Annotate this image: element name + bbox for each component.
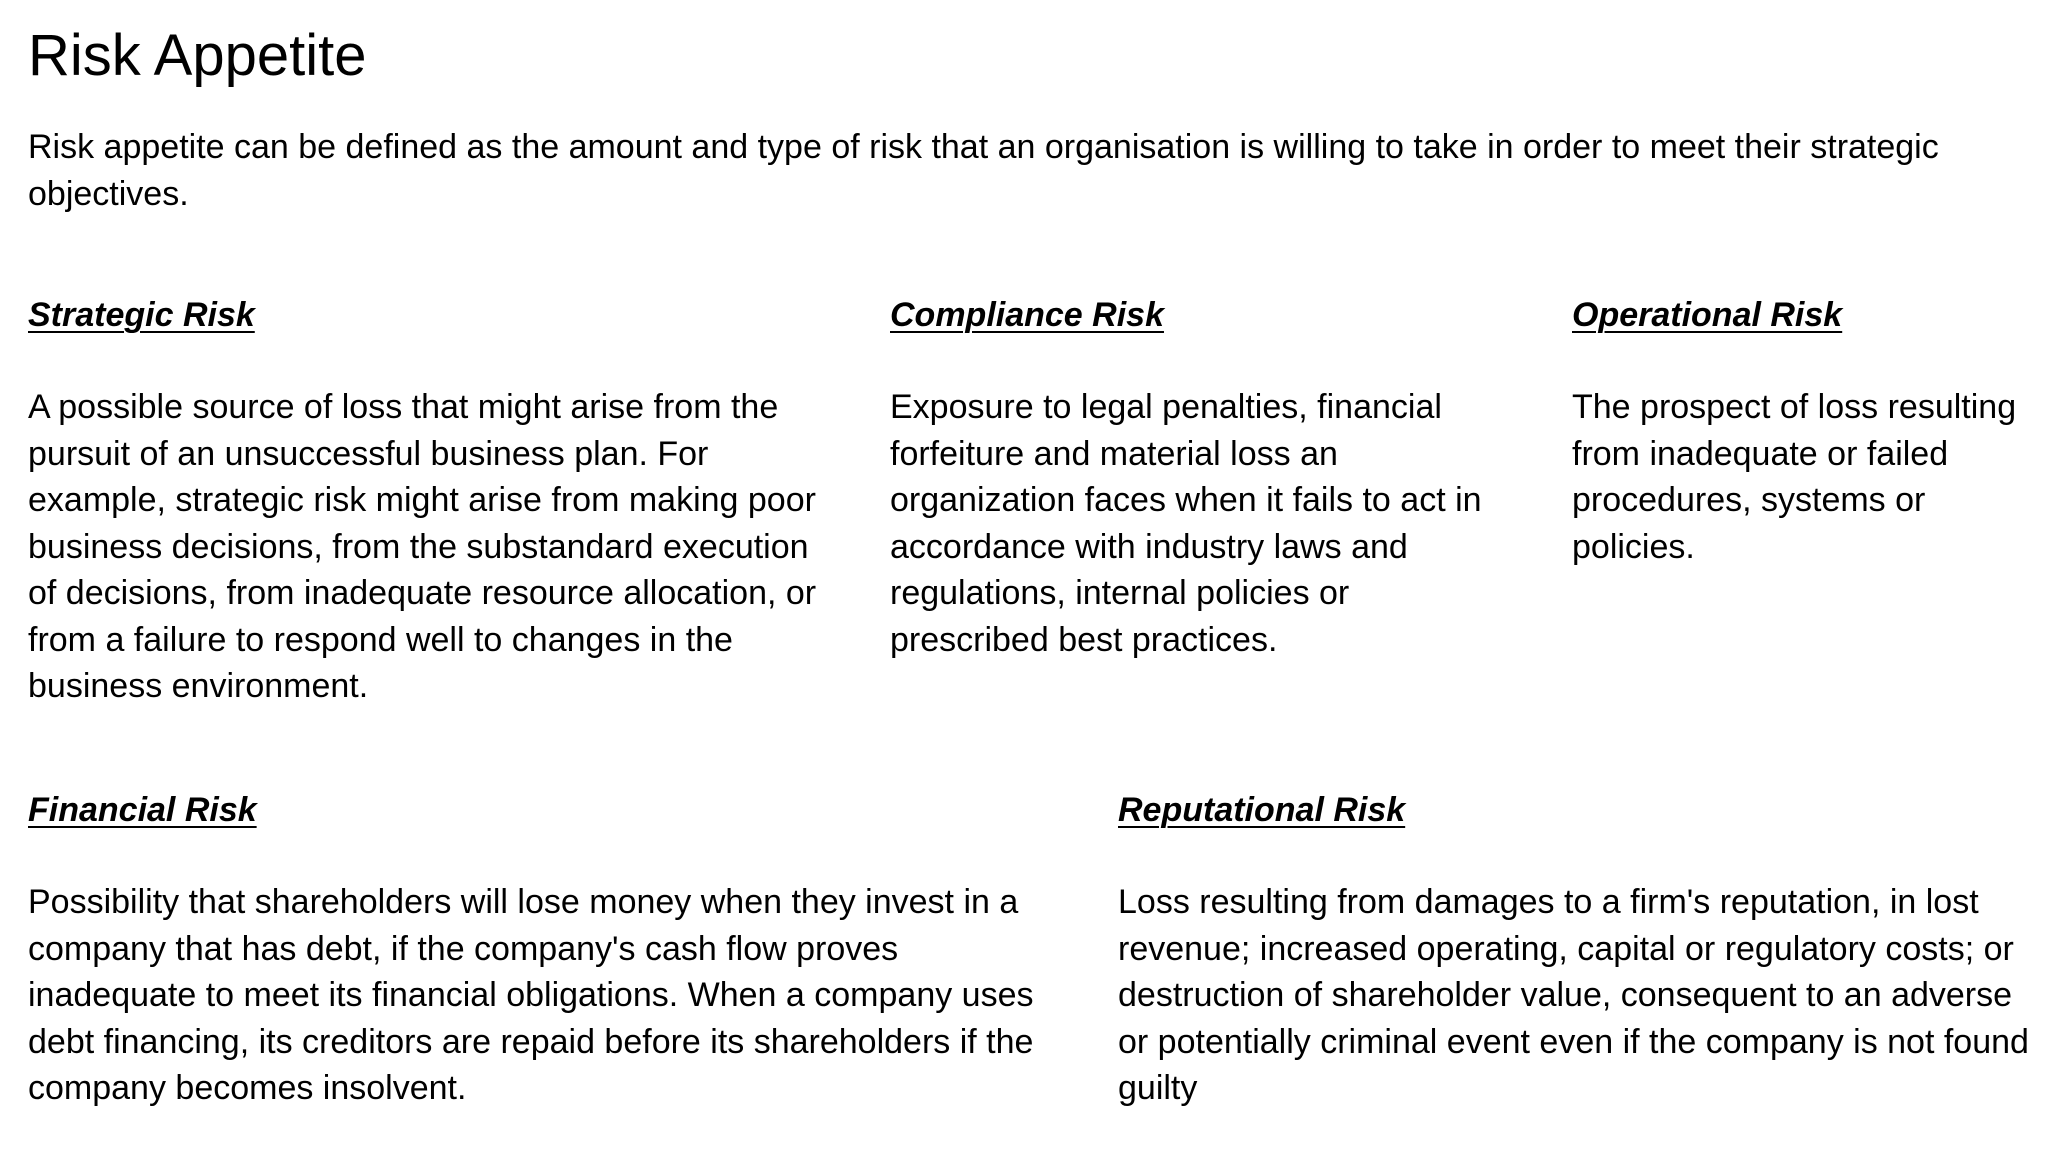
section-strategic-risk (28, 292, 818, 710)
section-body: The prospect of loss resulting from inadequate or failed procedures, systems or policies. (1572, 388, 2017, 566)
page-title: Risk Appetite (28, 23, 367, 88)
section-compliance-risk (890, 292, 1490, 663)
section-heading: Strategic Risk (28, 296, 255, 334)
section-heading: Operational Risk (1572, 296, 1843, 334)
section-reputational-risk (1118, 787, 2033, 1112)
section-heading: Financial Risk (28, 791, 257, 829)
section-heading: Reputational Risk (1118, 791, 1406, 829)
section-heading: Compliance Risk (890, 296, 1164, 334)
intro-paragraph: Risk appetite can be defined as the amount and type of risk that an organisation is willing to take in order to meet their strategic objectives. (28, 128, 1939, 213)
section-body: Loss resulting from damages to a firm's reputation, in lost revenue; increased operating, capital or regulatory costs; or destruction of shareholder value, consequent to an adverse or potentially criminal event even if the company is not found guilty (1118, 883, 2029, 1107)
section-operational-risk (1572, 292, 2032, 570)
section-body: Possibility that shareholders will lose money when they invest in a company that has debt, if the company's cash flow proves inadequate to meet its financial obligations. When a company uses debt financing, its creditors are repaid before its shareholders if the company becomes insolvent. (28, 883, 1034, 1107)
section-financial-risk (28, 787, 1038, 1112)
section-body: A possible source of loss that might arise from the pursuit of an unsuccessful business plan. For example, strategic risk might arise from making poor business decisions, from the substandard execution of decisions, from inadequate resource allocation, or from a failure to respond well to changes in the business environment. (28, 388, 817, 705)
section-body: Exposure to legal penalties, financial forfeiture and material loss an organization faces when it fails to act in accordance with industry laws and regulations, internal policies or prescribed best practices. (890, 388, 1482, 659)
